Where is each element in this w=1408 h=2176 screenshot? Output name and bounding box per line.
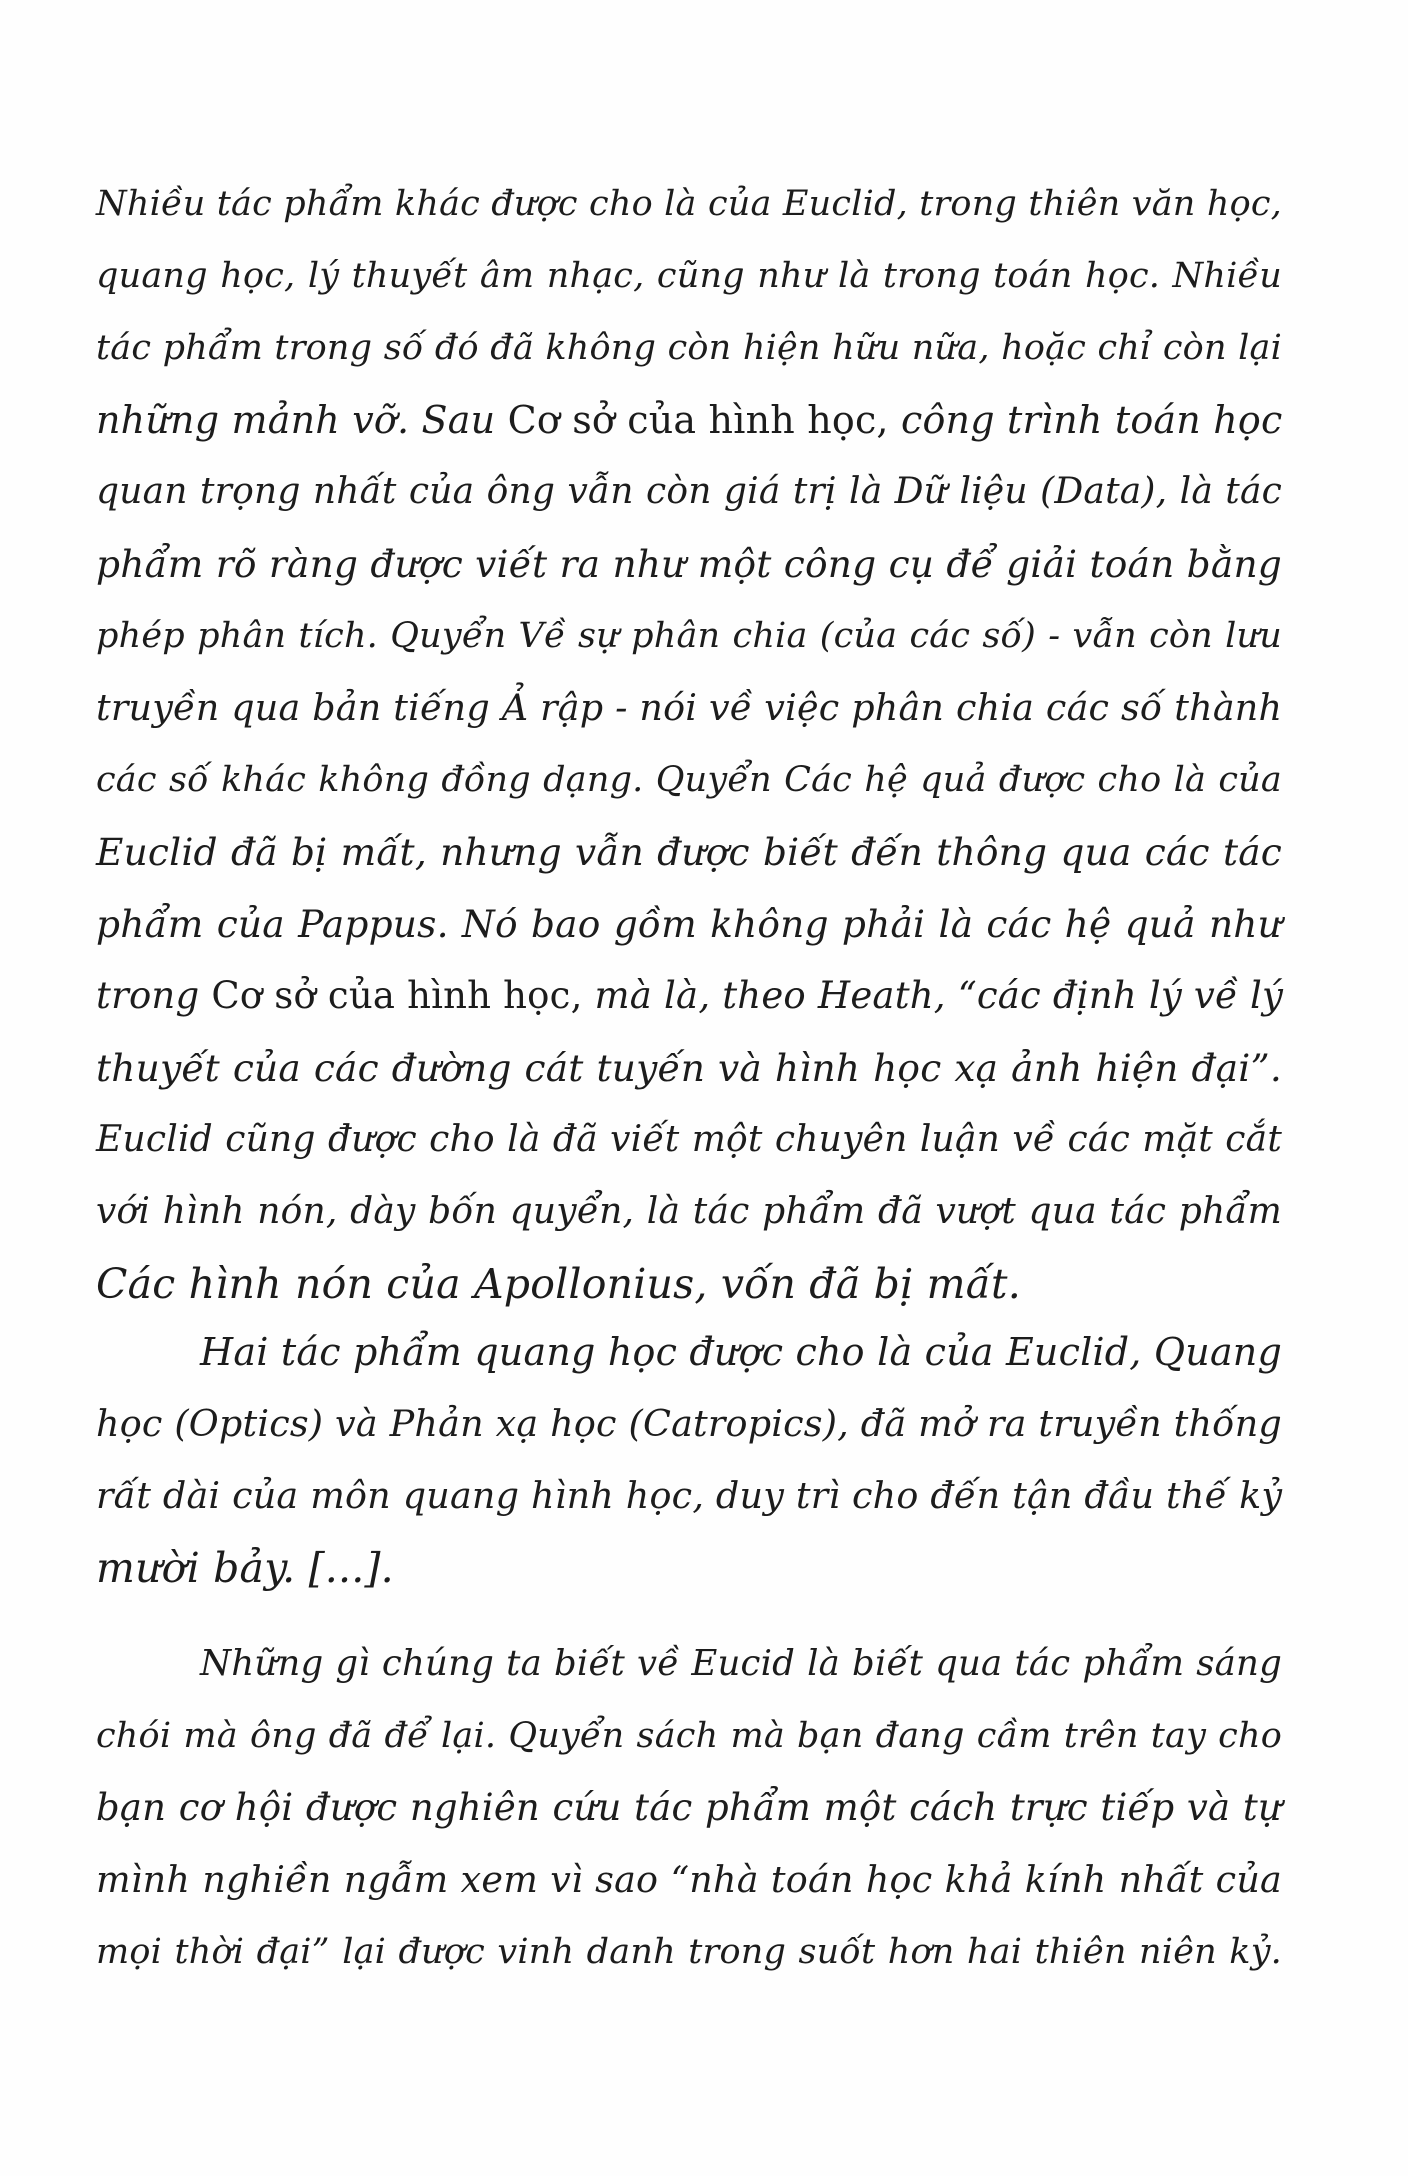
text-line: bạn cơ hội được nghiên cứu tác phẩm một cách trực tiếp và tự	[96, 1786, 1282, 1829]
text-line: Hai tác phẩm quang học được cho là của Euclid, Quang	[200, 1330, 1282, 1374]
book-title-co-so-hinh-hoc: Cơ sở của hình học,	[211, 974, 583, 1017]
text-segment: những mảnh vỡ. Sau	[96, 398, 496, 442]
text-line: Những gì chúng ta biết về Eucid là biết qua tác phẩm sáng	[200, 1643, 1282, 1684]
text-line: các số khác không đồng dạng. Quyển Các hệ quả được cho là của	[96, 760, 1282, 800]
text-line: Nhiều tác phẩm khác được cho là của Euclid, trong thiên văn học,	[96, 184, 1282, 224]
text-line: tác phẩm trong số đó đã không còn hiện hữu nữa, hoặc chỉ còn lại	[96, 328, 1282, 368]
paragraph-2	[96, 1316, 1282, 1604]
text-line: mười bảy. [...].	[96, 1544, 394, 1592]
text-line: Các hình nón của Apollonius, vốn đã bị mất.	[96, 1260, 1021, 1308]
text-segment: trong	[96, 974, 200, 1017]
text-line: mình nghiền ngẫm xem vì sao “nhà toán học khả kính nhất của	[96, 1858, 1282, 1901]
text-line: Euclid cũng được cho là đã viết một chuyên luận về các mặt cắt	[96, 1119, 1282, 1160]
text-line: phẩm của Pappus. Nó bao gồm không phải là các hệ quả như	[96, 902, 1282, 946]
text-line	[96, 384, 1282, 456]
book-title-co-so-hinh-hoc: Cơ sở của hình học,	[507, 398, 889, 442]
text-segment: mà là, theo Heath, “các định lý về lý	[594, 974, 1284, 1017]
text-line: chói mà ông đã để lại. Quyển sách mà bạn đang cầm trên tay cho	[96, 1716, 1282, 1756]
text-line: quan trọng nhất của ông vẫn còn giá trị là Dữ liệu (Data), là tác	[96, 471, 1282, 512]
text-line	[96, 960, 1282, 1032]
text-line: rất dài của môn quang hình học, duy trì cho đến tận đầu thế kỷ	[96, 1474, 1283, 1517]
text-line: với hình nón, dày bốn quyển, là tác phẩm đã vượt qua tác phẩm	[96, 1191, 1282, 1232]
text-segment: công trình toán học	[901, 398, 1283, 442]
paragraph-3	[96, 1628, 1282, 1988]
text-line: phẩm rõ ràng được viết ra như một công cụ để giải toán bằng	[96, 542, 1282, 586]
text-line: học (Optics) và Phản xạ học (Catropics), đã mở ra truyền thống	[96, 1402, 1282, 1445]
text-line: truyền qua bản tiếng Ả rập - nói về việc phân chia các số thành	[96, 686, 1283, 729]
text-line: phép phân tích. Quyển Về sự phân chia (của các số) - vẫn còn lưu	[96, 616, 1282, 656]
text-line: Euclid đã bị mất, nhưng vẫn được biết đến thông qua các tác	[96, 830, 1282, 874]
text-line: thuyết của các đường cát tuyến và hình học xạ ảnh hiện đại”.	[96, 1046, 1282, 1090]
text-line: mọi thời đại” lại được vinh danh trong suốt hơn hai thiên niên kỷ.	[96, 1932, 1282, 1972]
paragraph-1	[96, 168, 1282, 1320]
text-line: quang học, lý thuyết âm nhạc, cũng như là trong toán học. Nhiều	[96, 256, 1282, 296]
